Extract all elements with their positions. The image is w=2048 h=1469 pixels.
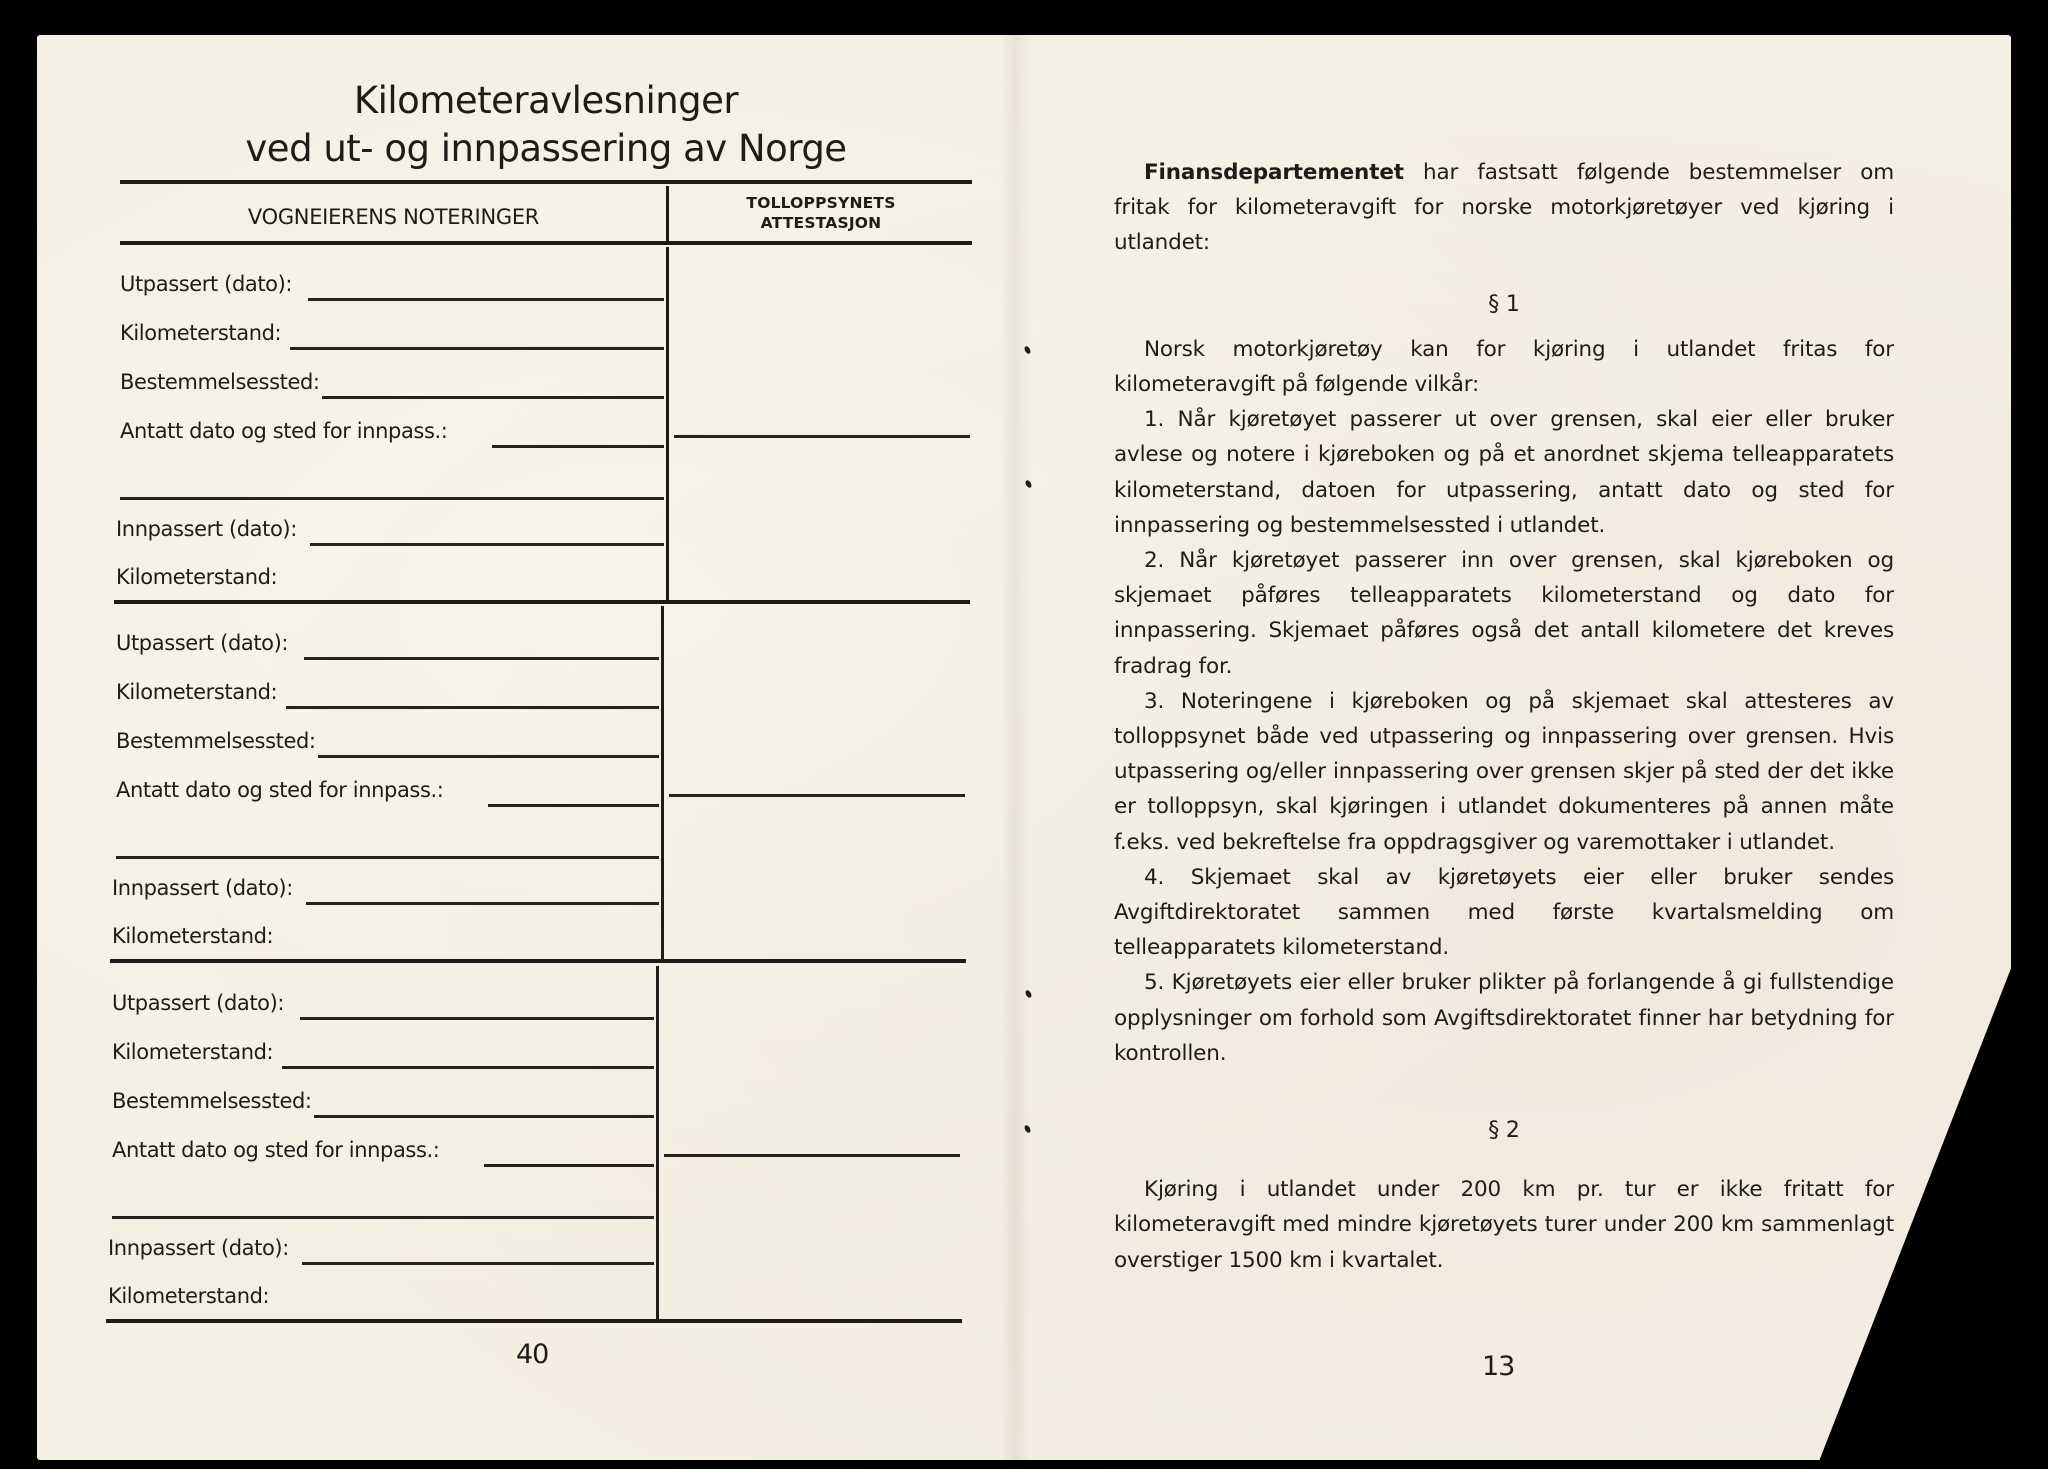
field-label-antatt: Antatt dato og sted for innpass.: xyxy=(112,1138,440,1162)
fill-line-antatt-continued[interactable] xyxy=(116,856,659,859)
column-header-customs-line1: TOLLOPPSYNETS xyxy=(746,194,896,212)
fill-line-antatt-continued[interactable] xyxy=(120,497,664,500)
intro-bold: Finansdepartementet xyxy=(1144,160,1404,185)
section1-item-5: 5. Kjøretøyets eier eller bruker plikter på forlangende å gi fullstendige opplysninger om forhold som Avgiftsdirektoratet finner har betydning for kontrollen. xyxy=(1114,970,1894,1066)
page-number-right: 13 xyxy=(1482,1351,1515,1382)
section2-heading: § 2 xyxy=(1488,1118,1520,1144)
field-label-kilometerstand-inn: Kilometerstand: xyxy=(112,924,274,948)
fill-line-utpassert[interactable] xyxy=(308,298,664,301)
fill-line-innpassert[interactable] xyxy=(310,543,664,546)
section1-intro: Norsk motorkjøretøy kan for kjøring i utlandet fritas for kilometeravgift på følgende vilkår: xyxy=(1114,336,1894,398)
field-label-kilometerstand-ut: Kilometerstand: xyxy=(120,321,282,345)
field-label-kilometerstand-ut: Kilometerstand: xyxy=(116,680,278,704)
customs-attestation-line[interactable] xyxy=(669,794,965,797)
field-label-utpassert: Utpassert (dato): xyxy=(116,631,289,655)
fill-line-kilometerstand-ut[interactable] xyxy=(290,347,664,350)
form-title-line2: ved ut- og innpassering av Norge xyxy=(245,127,847,170)
field-label-innpassert: Innpassert (dato): xyxy=(116,517,297,541)
fill-line-utpassert[interactable] xyxy=(300,1017,654,1020)
header-bottom-rule xyxy=(120,241,972,245)
field-label-utpassert: Utpassert (dato): xyxy=(120,272,293,296)
fill-line-bestemmelsessted[interactable] xyxy=(314,1115,654,1118)
fill-line-antatt-continued[interactable] xyxy=(112,1216,654,1219)
fill-line-kilometerstand-ut[interactable] xyxy=(286,706,659,709)
block-bottom-rule xyxy=(106,1319,962,1323)
header-top-rule xyxy=(120,180,972,184)
field-label-innpassert: Innpassert (dato): xyxy=(112,876,293,900)
block-column-divider xyxy=(661,606,664,962)
field-label-antatt: Antatt dato og sted for innpass.: xyxy=(120,419,448,443)
field-label-kilometerstand-ut: Kilometerstand: xyxy=(112,1040,274,1064)
section2-text: Kjøring i utlandet under 200 km pr. tur er ikke fritatt for kilometeravgift med mindre kjøretøyets turer under 200 km sammenlagt overstiger 1500 km i kvartalet. xyxy=(1114,1177,1894,1273)
column-header-owner: VOGNEIERENS NOTERINGER xyxy=(247,205,540,229)
fill-line-utpassert[interactable] xyxy=(304,657,659,660)
form-title-line1: Kilometeravlesninger xyxy=(353,79,739,122)
book-gutter xyxy=(1000,35,1030,1460)
column-header-customs-line2: ATTESTASJON xyxy=(760,214,882,232)
intro-rest: har fastsatt følgende bestemmelser om fritak for kilometeravgift for norske motorkjøretøyer ved kjøring i utlandet: xyxy=(1114,160,1894,256)
column-header-customs xyxy=(670,193,972,233)
block-column-divider xyxy=(656,966,659,1322)
page-number-left: 40 xyxy=(516,1339,549,1370)
fill-line-antatt[interactable] xyxy=(484,1164,654,1167)
block-column-divider xyxy=(666,247,669,603)
section1-item-3: 3. Noteringene i kjøreboken og på skjemaet skal attesteres av tolloppsynet både ved utpassering og innpassering over grensen. Hvis utpassering og/eller innpassering over grensen skjer på sted der det ikke er tolloppsyn, skal kjøringen i utlandet dokumenteres på annen måte f.eks. ved bekreftelse fra oppdragsgiver og varemottaker i utlandet. xyxy=(1114,688,1894,855)
customs-attestation-line[interactable] xyxy=(664,1154,960,1157)
field-label-innpassert: Innpassert (dato): xyxy=(108,1236,289,1260)
field-label-bestemmelsessted: Bestemmelsessted: xyxy=(112,1089,312,1113)
field-label-utpassert: Utpassert (dato): xyxy=(112,991,285,1015)
field-label-kilometerstand-inn: Kilometerstand: xyxy=(116,565,278,589)
fill-line-bestemmelsessted[interactable] xyxy=(318,755,659,758)
field-label-antatt: Antatt dato og sted for innpass.: xyxy=(116,778,444,802)
block-bottom-rule xyxy=(114,600,970,604)
fill-line-antatt[interactable] xyxy=(488,804,659,807)
customs-attestation-line[interactable] xyxy=(674,435,970,438)
fill-line-innpassert[interactable] xyxy=(306,902,659,905)
right-page-text xyxy=(1114,155,1894,1278)
intro-paragraph xyxy=(1114,155,1894,261)
field-label-bestemmelsessted: Bestemmelsessted: xyxy=(116,729,316,753)
section1-item-1: 1. Når kjøretøyet passerer ut over grensen, skal eier eller bruker avlese og notere i kjøreboken og på et anordnet skjema telleapparatets kilometerstand, datoen for utpassering, antatt dato og sted for innpassering og bestemmelsessted i utlandet. xyxy=(1114,407,1894,538)
fill-line-bestemmelsessted[interactable] xyxy=(322,396,664,399)
section1-item-4: 4. Skjemaet skal av kjøretøyets eier eller bruker sendes Avgiftdirektoratet sammen med første kvartalsmelding om telleapparatets kilometerstand. xyxy=(1114,864,1894,961)
field-label-kilometerstand-inn: Kilometerstand: xyxy=(108,1284,270,1308)
section1-heading: § 1 xyxy=(1488,291,1520,317)
fill-line-kilometerstand-ut[interactable] xyxy=(282,1066,654,1069)
block-bottom-rule xyxy=(110,959,966,963)
field-label-bestemmelsessted: Bestemmelsessted: xyxy=(120,370,320,394)
section1-item-2: 2. Når kjøretøyet passerer inn over grensen, skal kjøreboken og skjemaet påføres telleapparatets kilometerstand og dato for innpassering. Skjemaet påføres også det antall kilometere det kreves fradrag for. xyxy=(1114,548,1894,679)
fill-line-antatt[interactable] xyxy=(492,445,664,448)
fill-line-innpassert[interactable] xyxy=(302,1262,654,1265)
